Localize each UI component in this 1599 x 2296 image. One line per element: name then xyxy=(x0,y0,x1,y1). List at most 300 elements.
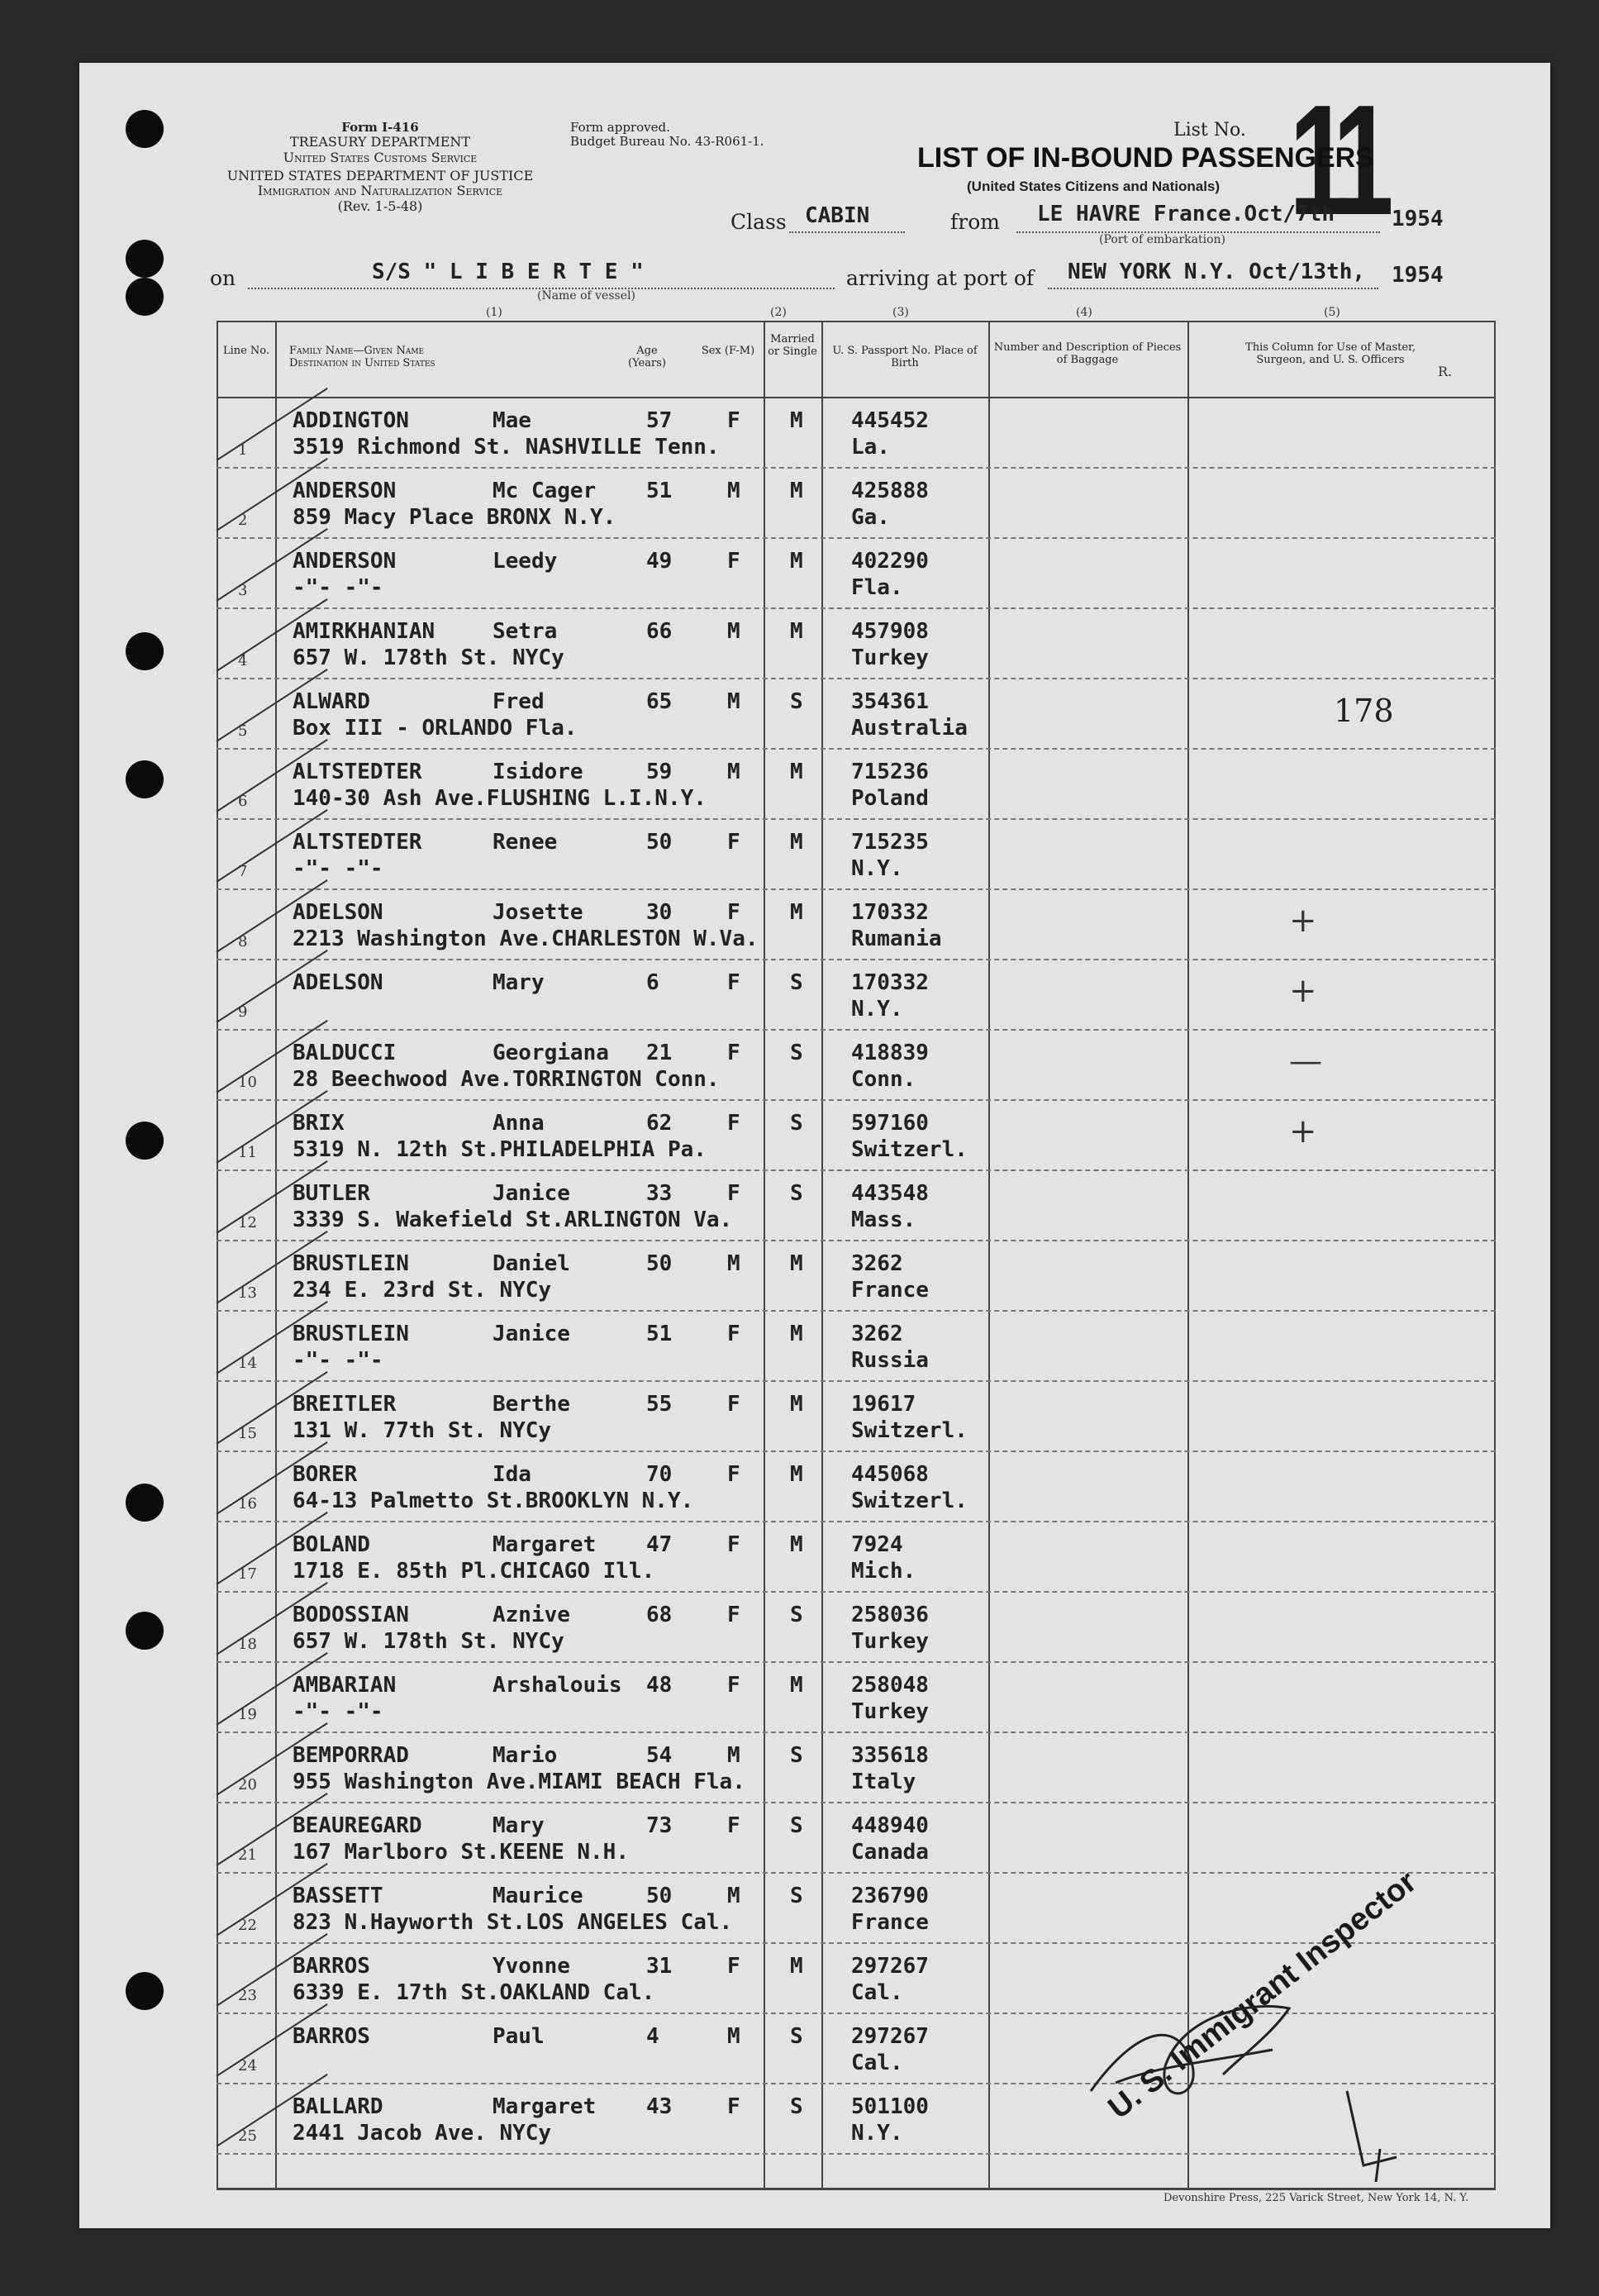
handwritten-mark xyxy=(1330,2066,1413,2182)
destination: 2441 Jacob Ave. NYCy xyxy=(293,2121,552,2146)
family-name: BORER xyxy=(293,1462,358,1487)
marital-status: S xyxy=(790,1813,803,1838)
line-number: 16 xyxy=(238,1495,257,1512)
budget-bureau: Budget Bureau No. 43-R061-1. xyxy=(570,134,764,150)
age: 31 xyxy=(646,1954,673,1979)
given-name: Margaret xyxy=(493,1532,597,1557)
sex: F xyxy=(727,1041,740,1065)
destination: 657 W. 178th St. NYCy xyxy=(293,645,564,670)
family-name: ANDERSON xyxy=(293,479,397,503)
given-name: Margaret xyxy=(493,2094,597,2119)
destination: 657 W. 178th St. NYCy xyxy=(293,1629,564,1654)
class-value: CABIN xyxy=(805,203,870,228)
table-row xyxy=(0,820,1599,890)
marital-status: M xyxy=(790,900,803,925)
line-number: 15 xyxy=(238,1425,257,1442)
destination: -"- -"- xyxy=(293,856,383,881)
passport-number: 715236 xyxy=(851,760,929,784)
marital-status: S xyxy=(790,1111,803,1136)
age: 57 xyxy=(646,408,673,433)
form-approved: Form approved. xyxy=(570,120,670,135)
passport-number: 354361 xyxy=(851,689,929,714)
inspector-stamp: U. S. Immigrant Inspector xyxy=(1102,1864,1424,2127)
marital-status: M xyxy=(790,1462,803,1487)
passport-number: 501100 xyxy=(851,2094,929,2119)
marital-status: S xyxy=(790,2094,803,2119)
destination: 3339 S. Wakefield St.ARLINGTON Va. xyxy=(293,1208,733,1232)
marital-status: M xyxy=(790,1251,803,1276)
given-name: Mary xyxy=(493,970,545,995)
marital-status: S xyxy=(790,689,803,714)
sex: F xyxy=(727,830,740,855)
list-no-label: List No. xyxy=(1173,120,1246,141)
sex: F xyxy=(727,1954,740,1979)
marital-status: S xyxy=(790,1041,803,1065)
family-name: ALWARD xyxy=(293,689,370,714)
age: 50 xyxy=(646,1251,673,1276)
passport-number: 258036 xyxy=(851,1603,929,1627)
given-name: Arshalouis xyxy=(493,1673,622,1698)
table-row xyxy=(0,1803,1599,1874)
destination: 64-13 Palmetto St.BROOKLYN N.Y. xyxy=(293,1489,694,1513)
table-row xyxy=(0,1171,1599,1241)
vessel-note: (Name of vessel) xyxy=(537,289,635,302)
family-name: AMBARIAN xyxy=(293,1673,397,1698)
given-name: Mary xyxy=(493,1813,545,1838)
place-of-birth: Cal. xyxy=(851,2051,903,2075)
officer-mark: — xyxy=(1289,1042,1322,1080)
line-number: 20 xyxy=(238,1776,257,1793)
class-label: Class xyxy=(730,210,787,234)
table-row xyxy=(0,1452,1599,1522)
passport-number: 170332 xyxy=(851,900,929,925)
given-name: Mario xyxy=(493,1743,558,1768)
col-header-age: Age (Years) xyxy=(628,345,666,369)
row-separator xyxy=(217,2153,1496,2155)
arrival-year: 1954 xyxy=(1392,263,1444,288)
place-of-birth: Rumania xyxy=(851,926,942,951)
sex: F xyxy=(727,2094,740,2119)
line-number: 1 xyxy=(238,441,248,459)
place-of-birth: Switzerl. xyxy=(851,1489,968,1513)
marital-status: M xyxy=(790,1322,803,1346)
dept-customs: United States Customs Service xyxy=(283,149,478,165)
family-name: BRUSTLEIN xyxy=(293,1322,409,1346)
line-number: 14 xyxy=(238,1355,257,1372)
printer-credit: Devonshire Press, 225 Varick Street, New York 14, N. Y. xyxy=(1164,2192,1469,2204)
class-dots xyxy=(789,231,905,233)
marital-status: M xyxy=(790,830,803,855)
line-number: 2 xyxy=(238,512,248,529)
officer-note: 178 xyxy=(1334,693,1394,729)
family-name: BARROS xyxy=(293,1954,370,1979)
table-row xyxy=(0,750,1599,820)
place-of-birth: N.Y. xyxy=(851,2121,903,2146)
marital-status: M xyxy=(790,1954,803,1979)
place-of-birth: Ga. xyxy=(851,505,890,530)
age: 51 xyxy=(646,1322,673,1346)
arriving-label: arriving at port of xyxy=(846,266,1035,290)
place-of-birth: Turkey xyxy=(851,1699,929,1724)
place-of-birth: N.Y. xyxy=(851,997,903,1022)
table-row xyxy=(0,1593,1599,1663)
destination: 28 Beechwood Ave.TORRINGTON Conn. xyxy=(293,1067,720,1092)
line-number: 18 xyxy=(238,1636,257,1653)
table-row xyxy=(0,1522,1599,1593)
punch-hole xyxy=(126,240,164,278)
marital-status: S xyxy=(790,1743,803,1768)
passport-number: 448940 xyxy=(851,1813,929,1838)
given-name: Leedy xyxy=(493,549,558,574)
line-number: 7 xyxy=(238,863,248,880)
on-label: on xyxy=(210,266,236,290)
given-name: Janice xyxy=(493,1181,570,1206)
passport-number: 418839 xyxy=(851,1041,929,1065)
table-row xyxy=(0,1241,1599,1312)
col-header-officers: This Column for Use of Master, Surgeon, and U. S. Officers xyxy=(1245,341,1416,366)
sex: F xyxy=(727,1673,740,1698)
marital-status: M xyxy=(790,619,803,644)
table-row xyxy=(0,1944,1599,2014)
age: 59 xyxy=(646,760,673,784)
place-of-birth: Conn. xyxy=(851,1067,916,1092)
form-number: Form I-416 xyxy=(341,120,419,135)
document-subtitle: (United States Citizens and Nationals) xyxy=(967,179,1221,194)
dept-justice: UNITED STATES DEPARTMENT OF JUSTICE xyxy=(226,168,534,184)
family-name: ANDERSON xyxy=(293,549,397,574)
marital-status: S xyxy=(790,1884,803,1908)
place-of-birth: Mich. xyxy=(851,1559,916,1584)
line-number: 23 xyxy=(238,1987,257,2004)
destination: 6339 E. 17th St.OAKLAND Cal. xyxy=(293,1980,655,2005)
sex: M xyxy=(727,479,740,503)
age: 30 xyxy=(646,900,673,925)
passport-number: 7924 xyxy=(851,1532,903,1557)
sex: F xyxy=(727,1322,740,1346)
embark-year: 1954 xyxy=(1392,207,1444,231)
col-header-line: Line No. xyxy=(222,345,270,357)
place-of-birth: Turkey xyxy=(851,1629,929,1654)
destination: -"- -"- xyxy=(293,575,383,600)
family-name: ADDINGTON xyxy=(293,408,409,433)
table-row xyxy=(0,1101,1599,1171)
given-name: Fred xyxy=(493,689,545,714)
destination: 3519 Richmond St. NASHVILLE Tenn. xyxy=(293,435,720,460)
age: 50 xyxy=(646,830,673,855)
age: 48 xyxy=(646,1673,673,1698)
marital-status: M xyxy=(790,1532,803,1557)
passport-number: 597160 xyxy=(851,1111,929,1136)
family-name: BEAUREGARD xyxy=(293,1813,422,1838)
given-name: Georgiana xyxy=(493,1041,609,1065)
destination: 2213 Washington Ave.CHARLESTON W.Va. xyxy=(293,926,759,951)
marital-status: S xyxy=(790,1603,803,1627)
sex: M xyxy=(727,619,740,644)
embark-note: (Port of embarkation) xyxy=(1099,233,1225,246)
table-row xyxy=(0,1031,1599,1101)
given-name: Mc Cager xyxy=(493,479,597,503)
line-number: 21 xyxy=(238,1846,257,1864)
form-approval xyxy=(570,121,818,150)
family-name: BASSETT xyxy=(293,1884,383,1908)
passport-number: 335618 xyxy=(851,1743,929,1768)
table-row xyxy=(0,890,1599,960)
sex: F xyxy=(727,1111,740,1136)
given-name: Yvonne xyxy=(493,1954,570,1979)
sex: F xyxy=(727,970,740,995)
place-of-birth: N.Y. xyxy=(851,856,903,881)
arrival-dots xyxy=(1048,288,1378,289)
family-name: BARROS xyxy=(293,2024,370,2049)
destination: Box III - ORLANDO Fla. xyxy=(293,716,578,741)
age: 62 xyxy=(646,1111,673,1136)
destination: 140-30 Ash Ave.FLUSHING L.I.N.Y. xyxy=(293,786,707,811)
line-number: 22 xyxy=(238,1917,257,1934)
line-number: 24 xyxy=(238,2057,257,2074)
punch-hole xyxy=(126,110,164,148)
destination: 955 Washington Ave.MIAMI BEACH Fla. xyxy=(293,1770,745,1794)
line-number: 10 xyxy=(238,1074,257,1091)
passport-number: 3262 xyxy=(851,1322,903,1346)
table-row xyxy=(0,960,1599,1031)
age: 70 xyxy=(646,1462,673,1487)
given-name: Daniel xyxy=(493,1251,570,1276)
place-of-birth: Turkey xyxy=(851,645,929,670)
sex: F xyxy=(727,1603,740,1627)
officers-mark: R. xyxy=(1438,364,1453,379)
marital-status: M xyxy=(790,1392,803,1417)
col-header-passport: U. S. Passport No. Place of Birth xyxy=(832,345,978,369)
passport-number: 297267 xyxy=(851,1954,929,1979)
family-name: AMIRKHANIAN xyxy=(293,619,435,644)
age: 73 xyxy=(646,1813,673,1838)
passport-number: 3262 xyxy=(851,1251,903,1276)
col-number: (2) xyxy=(770,306,787,319)
list-number: 11 xyxy=(1289,73,1382,248)
family-name: BUTLER xyxy=(293,1181,370,1206)
table-row xyxy=(0,1663,1599,1733)
sex: M xyxy=(727,689,740,714)
age: 43 xyxy=(646,2094,673,2119)
line-number: 13 xyxy=(238,1284,257,1302)
passport-number: 715235 xyxy=(851,830,929,855)
form-agency-block xyxy=(207,121,554,214)
marital-status: M xyxy=(790,549,803,574)
place-of-birth: Mass. xyxy=(851,1208,916,1232)
age: 66 xyxy=(646,619,673,644)
document-title: LIST OF IN-BOUND PASSENGERS xyxy=(917,142,1374,174)
family-name: BALDUCCI xyxy=(293,1041,397,1065)
table-row xyxy=(0,609,1599,679)
sex: F xyxy=(727,408,740,433)
sex: F xyxy=(727,900,740,925)
line-number: 11 xyxy=(238,1144,257,1161)
sex: M xyxy=(727,1743,740,1768)
place-of-birth: France xyxy=(851,1278,929,1303)
col-header-dest-text: Destination in United States xyxy=(289,356,435,369)
passport-number: 258048 xyxy=(851,1673,929,1698)
marital-status: M xyxy=(790,479,803,503)
col-header-name-text: Family Name—Given Name xyxy=(289,345,425,357)
passport-number: 457908 xyxy=(851,619,929,644)
place-of-birth: Russia xyxy=(851,1348,929,1373)
given-name: Josette xyxy=(493,900,583,925)
table-row xyxy=(0,539,1599,609)
family-name: BREITLER xyxy=(293,1392,397,1417)
passport-number: 445068 xyxy=(851,1462,929,1487)
sex: F xyxy=(727,1392,740,1417)
age: 68 xyxy=(646,1603,673,1627)
given-name: Maurice xyxy=(493,1884,583,1908)
given-name: Anna xyxy=(493,1111,545,1136)
sex: M xyxy=(727,2024,740,2049)
family-name: ALTSTEDTER xyxy=(293,760,422,784)
family-name: ADELSON xyxy=(293,970,383,995)
place-of-birth: Australia xyxy=(851,716,968,741)
place-of-birth: Switzerl. xyxy=(851,1418,968,1443)
passport-number: 402290 xyxy=(851,549,929,574)
place-of-birth: Cal. xyxy=(851,1980,903,2005)
passport-number: 297267 xyxy=(851,2024,929,2049)
passport-number: 19617 xyxy=(851,1392,916,1417)
from-label: from xyxy=(950,210,1000,234)
destination: 131 W. 77th St. NYCy xyxy=(293,1418,552,1443)
marital-status: S xyxy=(790,970,803,995)
table-row xyxy=(0,398,1599,469)
age: 49 xyxy=(646,549,673,574)
age: 65 xyxy=(646,689,673,714)
destination: 5319 N. 12th St.PHILADELPHIA Pa. xyxy=(293,1137,707,1162)
dept-treasury: TREASURY DEPARTMENT xyxy=(289,134,471,150)
col-number: (1) xyxy=(486,306,502,319)
passport-number: 170332 xyxy=(851,970,929,995)
destination: -"- -"- xyxy=(293,1699,383,1724)
place-of-birth: Italy xyxy=(851,1770,916,1794)
line-number: 17 xyxy=(238,1565,257,1583)
age: 21 xyxy=(646,1041,673,1065)
place-of-birth: France xyxy=(851,1910,929,1935)
destination: 234 E. 23rd St. NYCy xyxy=(293,1278,552,1303)
table-row xyxy=(0,469,1599,539)
col-number: (5) xyxy=(1324,306,1340,319)
family-name: BRIX xyxy=(293,1111,345,1136)
given-name: Isidore xyxy=(493,760,583,784)
sex: M xyxy=(727,1884,740,1908)
col-number: (4) xyxy=(1076,306,1092,319)
age: 47 xyxy=(646,1532,673,1557)
destination: 823 N.Hayworth St.LOS ANGELES Cal. xyxy=(293,1910,733,1935)
given-name: Renee xyxy=(493,830,558,855)
dept-ins: Immigration and Naturalization Service xyxy=(257,183,503,199)
sex: M xyxy=(727,760,740,784)
marital-status: M xyxy=(790,408,803,433)
officer-mark: + xyxy=(1289,902,1317,940)
col-header-married: Married or Single xyxy=(768,333,817,358)
family-name: ADELSON xyxy=(293,900,383,925)
place-of-birth: Canada xyxy=(851,1840,929,1865)
age: 6 xyxy=(646,970,659,995)
col-number: (3) xyxy=(892,306,909,319)
age: 54 xyxy=(646,1743,673,1768)
destination: 859 Macy Place BRONX N.Y. xyxy=(293,505,616,530)
col-header-sex: Sex (F-M) xyxy=(701,345,755,357)
destination: 167 Marlboro St.KEENE N.H. xyxy=(293,1840,629,1865)
age: 55 xyxy=(646,1392,673,1417)
marital-status: S xyxy=(790,1181,803,1206)
passport-number: 425888 xyxy=(851,479,929,503)
line-number: 19 xyxy=(238,1706,257,1723)
port-of-arrival: NEW YORK N.Y. Oct/13th, xyxy=(1068,260,1366,284)
place-of-birth: Fla. xyxy=(851,575,903,600)
given-name: Mae xyxy=(493,408,531,433)
place-of-birth: Switzerl. xyxy=(851,1137,968,1162)
port-of-embarkation: LE HAVRE France.Oct/7th xyxy=(1037,202,1335,226)
family-name: BOLAND xyxy=(293,1532,370,1557)
place-of-birth: Poland xyxy=(851,786,929,811)
line-number: 25 xyxy=(238,2127,257,2145)
family-name: BEMPORRAD xyxy=(293,1743,409,1768)
place-of-birth: La. xyxy=(851,435,890,460)
destination: 1718 E. 85th Pl.CHICAGO Ill. xyxy=(293,1559,655,1584)
family-name: BODOSSIAN xyxy=(293,1603,409,1627)
table-row xyxy=(0,1312,1599,1382)
line-number: 6 xyxy=(238,793,248,810)
line-number: 9 xyxy=(238,1003,248,1021)
given-name: Ida xyxy=(493,1462,531,1487)
sex: F xyxy=(727,1813,740,1838)
table-row xyxy=(0,1382,1599,1452)
marital-status: M xyxy=(790,1673,803,1698)
family-name: BRUSTLEIN xyxy=(293,1251,409,1276)
passport-number: 443548 xyxy=(851,1181,929,1206)
sex: F xyxy=(727,1532,740,1557)
sex: M xyxy=(727,1251,740,1276)
line-number: 3 xyxy=(238,582,248,599)
sex: F xyxy=(727,1181,740,1206)
family-name: ALTSTEDTER xyxy=(293,830,422,855)
given-name: Setra xyxy=(493,619,558,644)
age: 33 xyxy=(646,1181,673,1206)
age: 51 xyxy=(646,479,673,503)
passport-number: 236790 xyxy=(851,1884,929,1908)
age: 4 xyxy=(646,2024,659,2049)
passport-number: 445452 xyxy=(851,408,929,433)
table-row xyxy=(0,1733,1599,1803)
form-revision: (Rev. 1-5-48) xyxy=(337,198,423,214)
line-number: 8 xyxy=(238,933,248,950)
given-name: Paul xyxy=(493,2024,545,2049)
sex: F xyxy=(727,1462,740,1487)
line-number: 12 xyxy=(238,1214,257,1231)
family-name: BALLARD xyxy=(293,2094,383,2119)
col-header-baggage: Number and Description of Pieces of Baggage xyxy=(993,341,1182,366)
line-number: 5 xyxy=(238,722,248,740)
inspector-signature xyxy=(1083,1967,1355,2132)
punch-hole xyxy=(126,278,164,316)
given-name: Aznive xyxy=(493,1603,570,1627)
sex: F xyxy=(727,549,740,574)
marital-status: S xyxy=(790,2024,803,2049)
line-number: 4 xyxy=(238,652,248,669)
given-name: Berthe xyxy=(493,1392,570,1417)
officer-mark: + xyxy=(1289,1112,1317,1150)
officer-mark: + xyxy=(1289,972,1317,1010)
marital-status: M xyxy=(790,760,803,784)
given-name: Janice xyxy=(493,1322,570,1346)
destination: -"- -"- xyxy=(293,1348,383,1373)
vessel-name: S/S " L I B E R T E " xyxy=(372,260,644,284)
age: 50 xyxy=(646,1884,673,1908)
